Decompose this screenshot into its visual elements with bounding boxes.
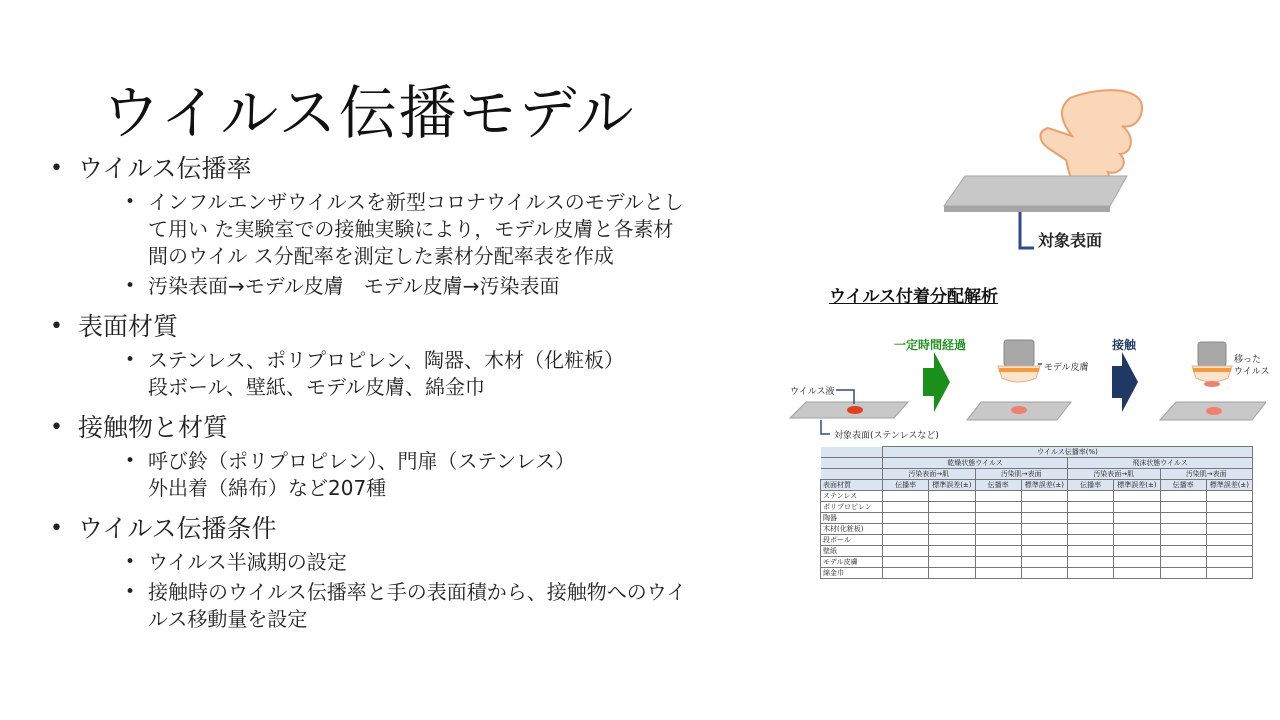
bullet-line: • 汚染表面→モデル皮膚 モデル皮膚→汚染表面 bbox=[148, 274, 560, 298]
model-skin-cylinder-1 bbox=[998, 340, 1040, 382]
bullet-list bbox=[50, 152, 790, 633]
table-cell bbox=[1114, 535, 1160, 546]
table-row bbox=[821, 513, 1253, 524]
direction-header: 汚染表面→肌 bbox=[883, 469, 976, 480]
bullet-line: 間のウイル ス分配率を測定した素材分配率表を作成 bbox=[148, 244, 614, 268]
bullet-line: ルス移動量を設定 bbox=[148, 607, 308, 631]
bullet-level2 bbox=[125, 579, 790, 633]
green-arrow-icon bbox=[923, 352, 950, 412]
table-row bbox=[821, 557, 1253, 568]
table-corner bbox=[821, 447, 883, 458]
row-material-label: 木材(化粧板) bbox=[821, 524, 883, 535]
bullet-line: 外出着（綿布）など207種 bbox=[148, 476, 387, 500]
table-cell bbox=[929, 546, 975, 557]
bullet-level1: • 表面材質 bbox=[50, 310, 790, 344]
bullet-line: • ステンレス、ポリプロピレン、陶器、木材（化粧板） bbox=[148, 348, 624, 372]
table-cell bbox=[1068, 568, 1114, 579]
table-cell bbox=[975, 502, 1021, 513]
table-cell bbox=[1068, 546, 1114, 557]
table-row bbox=[821, 568, 1253, 579]
remaining-spot bbox=[1206, 407, 1222, 415]
table-cell bbox=[975, 491, 1021, 502]
table-cell bbox=[1068, 557, 1114, 568]
virus-drop bbox=[847, 406, 863, 414]
table-cell bbox=[929, 568, 975, 579]
row-material-label: ポリプロピレン bbox=[821, 502, 883, 513]
table-cell bbox=[883, 491, 929, 502]
table-cell bbox=[1021, 502, 1067, 513]
table-cell bbox=[1160, 546, 1206, 557]
direction-header: 汚染表面→肌 bbox=[1068, 469, 1161, 480]
faded-spot bbox=[1011, 406, 1027, 414]
table-row bbox=[821, 524, 1253, 535]
surface-plate bbox=[944, 176, 1127, 212]
column-label: 伝播率 bbox=[1068, 480, 1114, 491]
table-corner bbox=[821, 469, 883, 480]
finger-icon bbox=[1040, 90, 1142, 186]
table-cell bbox=[1114, 513, 1160, 524]
table-cell bbox=[975, 524, 1021, 535]
column-label: 標準誤差(±) bbox=[1206, 480, 1252, 491]
table-cell bbox=[1206, 513, 1252, 524]
table-cell bbox=[975, 546, 1021, 557]
row-material-label: 壁紙 bbox=[821, 546, 883, 557]
process-diagram bbox=[786, 330, 1270, 441]
table-cell bbox=[975, 535, 1021, 546]
state-dry-header: 乾燥状態ウイルス bbox=[883, 458, 1068, 469]
model-skin-label: モデル皮膚 bbox=[1044, 363, 1089, 373]
moved-virus-label-1: 移った bbox=[1234, 355, 1262, 365]
table-row bbox=[821, 491, 1253, 502]
table-cell bbox=[883, 524, 929, 535]
row-material-label: 段ボール bbox=[821, 535, 883, 546]
table-row bbox=[821, 535, 1253, 546]
table-cell bbox=[1021, 524, 1067, 535]
table-cell bbox=[1114, 568, 1160, 579]
surface-leader-line bbox=[1020, 212, 1034, 248]
bullet-level2 bbox=[125, 549, 790, 576]
table-cell bbox=[1021, 513, 1067, 524]
bullet-level2 bbox=[125, 189, 790, 270]
table-cell bbox=[1206, 535, 1252, 546]
table-cell bbox=[1021, 568, 1067, 579]
table-cell bbox=[1206, 524, 1252, 535]
table-cell bbox=[883, 502, 929, 513]
table-cell bbox=[929, 502, 975, 513]
column-label: 標準誤差(±) bbox=[1021, 480, 1067, 491]
table-cell bbox=[1114, 546, 1160, 557]
table-corner bbox=[821, 458, 883, 469]
bullet-level2 bbox=[125, 347, 790, 401]
bullet-level1: • 接触物と材質 bbox=[50, 411, 790, 445]
direction-header: 汚染肌→表面 bbox=[975, 469, 1068, 480]
table-group-header: ウイルス伝播率(%) bbox=[883, 447, 1253, 458]
model-skin-cylinder-2 bbox=[1192, 342, 1232, 387]
navy-arrow-icon bbox=[1112, 352, 1138, 412]
bullet-line: • ウイルス半減期の設定 bbox=[148, 550, 347, 574]
column-label: 標準誤差(±) bbox=[929, 480, 975, 491]
state-droplet-header: 飛沫状態ウイルス bbox=[1068, 458, 1253, 469]
virus-liquid-label: ウイルス液 bbox=[790, 387, 835, 397]
bullet-line: • インフルエンザウイルスを新型コロナウイルスのモデルとし bbox=[148, 190, 684, 214]
bullet-line: • 接触時のウイルス伝播率と手の表面積から、接触物へのウイ bbox=[148, 580, 687, 604]
table-cell bbox=[1114, 557, 1160, 568]
table-cell bbox=[1114, 502, 1160, 513]
step-elapsed-label: 一定時間経過 bbox=[894, 338, 967, 352]
table-cell bbox=[1021, 535, 1067, 546]
table-cell bbox=[975, 513, 1021, 524]
table-cell bbox=[1160, 502, 1206, 513]
table-row bbox=[821, 502, 1253, 513]
row-header-label: 表面材質 bbox=[821, 480, 883, 491]
table-cell bbox=[1160, 557, 1206, 568]
table-cell bbox=[1206, 557, 1252, 568]
step-contact-label: 接触 bbox=[1112, 338, 1137, 352]
surface-leader-line-2 bbox=[821, 420, 830, 434]
table-cell bbox=[1114, 524, 1160, 535]
table-cell bbox=[1021, 557, 1067, 568]
row-material-label: ステンレス bbox=[821, 491, 883, 502]
table-cell bbox=[883, 546, 929, 557]
bullet-level1: • ウイルス伝播率 bbox=[50, 152, 790, 186]
bullet-level2 bbox=[125, 448, 790, 502]
table-cell bbox=[1160, 513, 1206, 524]
table-cell bbox=[1206, 568, 1252, 579]
distribution-table bbox=[820, 446, 1253, 579]
table-cell bbox=[1206, 491, 1252, 502]
table-cell bbox=[929, 513, 975, 524]
bullet-line: 段ボール、壁紙、モデル皮膚、綿金巾 bbox=[148, 375, 485, 399]
row-material-label: 綿金巾 bbox=[821, 568, 883, 579]
table-cell bbox=[1068, 491, 1114, 502]
table-cell bbox=[883, 568, 929, 579]
slide-title: ウイルス伝播モデル bbox=[102, 79, 636, 147]
table-cell bbox=[929, 557, 975, 568]
analysis-title: ウイルス付着分配解析 bbox=[829, 287, 998, 307]
table-cell bbox=[1160, 535, 1206, 546]
table-cell bbox=[1021, 491, 1067, 502]
row-material-label: モデル皮膚 bbox=[821, 557, 883, 568]
table-cell bbox=[1068, 524, 1114, 535]
table-cell bbox=[929, 491, 975, 502]
table-cell bbox=[1160, 491, 1206, 502]
table-cell bbox=[929, 535, 975, 546]
table-cell bbox=[883, 535, 929, 546]
table-cell bbox=[1160, 524, 1206, 535]
column-label: 標準誤差(±) bbox=[1114, 480, 1160, 491]
bullet-line: • 呼び鈴（ポリプロピレン）、門扉（ステンレス） bbox=[148, 449, 575, 473]
table-cell bbox=[929, 524, 975, 535]
moved-virus-label-2: ウイルス bbox=[1234, 367, 1270, 377]
direction-header: 汚染肌→表面 bbox=[1160, 469, 1253, 480]
table-cell bbox=[1068, 502, 1114, 513]
table-cell bbox=[1206, 502, 1252, 513]
column-label: 伝播率 bbox=[883, 480, 929, 491]
column-label: 伝播率 bbox=[975, 480, 1021, 491]
column-label: 伝播率 bbox=[1160, 480, 1206, 491]
row-material-label: 陶器 bbox=[821, 513, 883, 524]
table-cell bbox=[883, 557, 929, 568]
table-cell bbox=[975, 557, 1021, 568]
table-cell bbox=[1206, 546, 1252, 557]
bullet-level2 bbox=[125, 273, 790, 300]
bullet-line: て用い た実験室での接触実験により，モデル皮膚と各素材 bbox=[148, 217, 674, 241]
surface-label: 対象表面 bbox=[1038, 231, 1103, 250]
table-cell bbox=[1114, 491, 1160, 502]
table-cell bbox=[1068, 513, 1114, 524]
target-surface-label: 対象表面(ステンレスなど) bbox=[834, 431, 939, 441]
table-cell bbox=[1068, 535, 1114, 546]
table-cell bbox=[975, 568, 1021, 579]
bullet-level1: • ウイルス伝播条件 bbox=[50, 512, 790, 546]
table-cell bbox=[1160, 568, 1206, 579]
table-cell bbox=[1021, 546, 1067, 557]
table-row bbox=[821, 546, 1253, 557]
table-cell bbox=[883, 513, 929, 524]
